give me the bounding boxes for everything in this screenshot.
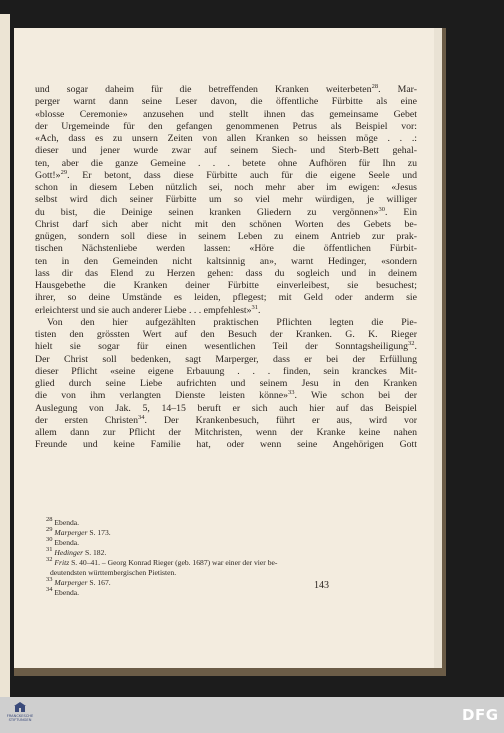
line-text: perger warnt dann seine Leser davon, die öffentliche Fürbitte als eine bbox=[35, 96, 417, 108]
text-line bbox=[35, 317, 417, 329]
line-text: tisten den grössten Wert auf den Besuch der Kranken. G. K. Rieger bbox=[35, 329, 417, 340]
text-line bbox=[35, 366, 417, 378]
institution-logo-icon bbox=[14, 701, 26, 713]
text-line bbox=[35, 194, 417, 206]
footnote-number: 31 bbox=[46, 546, 53, 553]
body-text bbox=[35, 84, 417, 452]
footnote-number: 29 bbox=[46, 526, 53, 533]
footnote-author: Marperger bbox=[54, 578, 88, 587]
text-line bbox=[35, 182, 417, 194]
text-line bbox=[35, 84, 417, 96]
text-line bbox=[35, 354, 417, 366]
line-text: «Ach, dass es zu unsern Zeiten von allen Kranken so heissen möge . . .: bbox=[35, 133, 417, 144]
book-page bbox=[14, 28, 434, 668]
line-text: lass dir das Elend zu Herzen gehen: dass du sogleich und in deinem bbox=[35, 267, 417, 279]
line-text: schon in diesem Leben nützlich sei, noch mehr aber im ewigen: «Jesus bbox=[35, 182, 417, 193]
footnote-text: Ebenda. bbox=[54, 588, 80, 597]
footnote bbox=[46, 528, 416, 538]
text-line bbox=[35, 158, 417, 170]
footnote bbox=[46, 558, 416, 568]
footnote-ref: 34 bbox=[138, 414, 145, 421]
line-text: Auslegung von Jak. 5, 14–15 beruft er sich auch hier auf das Beispiel bbox=[35, 402, 417, 414]
line-text: der ersten Christen bbox=[35, 414, 139, 426]
footnote-text: Ebenda. bbox=[54, 518, 80, 527]
text-line bbox=[35, 145, 417, 157]
page-number: 143 bbox=[314, 580, 329, 591]
footnote bbox=[46, 518, 416, 528]
text-line bbox=[35, 390, 417, 402]
text-line bbox=[35, 121, 417, 133]
footnote-number: 34 bbox=[46, 586, 53, 593]
line-text-rest: . bbox=[414, 341, 417, 353]
line-text-rest: . Mar- bbox=[378, 84, 417, 95]
text-line bbox=[35, 378, 417, 390]
line-text: «blosse Ceremonie» anzusehen und stellt ihnen das gemeinsame Gebet bbox=[35, 108, 417, 120]
line-text: glied durch seine Liebe aufrichten und seinem Jesu in den Kranken bbox=[35, 378, 417, 389]
dfg-logo[interactable]: DFG bbox=[462, 706, 499, 724]
text-line bbox=[35, 109, 417, 121]
franckesche-stiftungen-logo[interactable] bbox=[6, 701, 34, 731]
line-text: Von den hier aufgezählten praktischen Pflichten legten die Pie- bbox=[47, 316, 417, 328]
footnote-text: Ebenda. bbox=[54, 538, 80, 547]
text-line bbox=[35, 268, 417, 280]
logo-text-line-2: STIFTUNGEN bbox=[8, 718, 32, 722]
line-text: Gott!» bbox=[35, 169, 61, 181]
line-text: selbst wird dich seiner Fürbitte um so viel mehr würdigen, je williger bbox=[35, 194, 417, 206]
line-text: der Urgemeinde für den gefangen genommenen Petrus als Beispiel vor: bbox=[35, 120, 417, 132]
line-text-rest: . Ein bbox=[384, 206, 417, 218]
text-line bbox=[35, 219, 417, 231]
line-text: ihrer, so deine Umstände es leiden, pflegest; mit Geld oder anderm sie bbox=[35, 292, 417, 304]
line-text: ten in den Gemeinden nicht kaltsinnig an», warnt Hedinger, «sondern bbox=[35, 255, 417, 267]
footnote-text: S. 173. bbox=[87, 528, 111, 537]
viewer-footer-bar bbox=[0, 697, 504, 733]
line-text-rest: . Er betont, dass diese Fürbitte auch für die eigene Seele und bbox=[67, 169, 417, 181]
footnote-ref: 29 bbox=[60, 169, 68, 176]
text-line bbox=[35, 280, 417, 292]
text-line bbox=[35, 96, 417, 108]
footnote-continuation: deutendsten württembergischen Pietisten. bbox=[50, 568, 177, 577]
text-line bbox=[35, 170, 417, 182]
text-line bbox=[35, 415, 417, 427]
line-text: tischen Nächstenliebe werden lassen: «Höre die öffentlichen Fürbit- bbox=[35, 243, 417, 255]
text-line bbox=[35, 427, 417, 439]
line-text: dieser und jener wurde zwar auf seinem Siech- und Sterb-Bett gehal- bbox=[35, 145, 417, 157]
footnote-number: 30 bbox=[46, 536, 53, 543]
line-text: dieser Pflicht «seine eigene Erbauung . . . finden, sein kranckes Mit- bbox=[35, 365, 417, 377]
text-line bbox=[35, 305, 417, 317]
footnote bbox=[46, 538, 416, 548]
footnote-text: S. 167. bbox=[87, 578, 111, 587]
footnote-ref: 30 bbox=[378, 206, 385, 213]
line-text: hielt sie sogar für einen wesentlichen Teil der Sonntagsheiligung bbox=[35, 341, 409, 353]
footnote-number: 33 bbox=[46, 576, 53, 583]
line-text: Hausgebethe die Kranken deiner Fürbitte einverleibest, sie besuchest; bbox=[35, 280, 417, 291]
line-text: Freunde und keine Familie hat, oder wenn seine Angehörigen Gott bbox=[35, 439, 417, 451]
line-text: du bist, die Deinige seinen kranken Gliedern zu vergönnen» bbox=[35, 206, 379, 218]
text-line bbox=[35, 256, 417, 268]
footnote-number: 28 bbox=[46, 516, 53, 523]
footnote-text: S. 182. bbox=[83, 548, 107, 557]
line-text: allem dann zur Pflicht der Mitchristen, wenn der Kranke keine nahen bbox=[35, 427, 417, 438]
previous-page-edge bbox=[0, 14, 10, 697]
footnote bbox=[46, 578, 416, 588]
footnote-author: Hedinger bbox=[54, 548, 84, 557]
text-line bbox=[35, 243, 417, 255]
line-text: die von ihm verlangten Dienste leisten könne» bbox=[35, 390, 289, 402]
text-line bbox=[35, 403, 417, 415]
line-text: ten, aber die ganze Gemeine . . . betete ohne Aufhören für Ihn zu bbox=[35, 157, 417, 169]
footnote-author: Fritz bbox=[54, 558, 70, 567]
line-text: gnügen, sondern soll diese in seinem Leben zu einem Antrieb zur prak- bbox=[35, 231, 417, 242]
line-text-rest: . bbox=[258, 304, 261, 316]
text-line bbox=[35, 133, 417, 145]
logo-text-line-1: FRANCKESCHE bbox=[6, 714, 34, 718]
footnote-ref: 31 bbox=[251, 304, 259, 311]
line-text-rest: . Wie schon bei der bbox=[294, 390, 417, 402]
footnote-author: Marperger bbox=[54, 528, 88, 537]
line-text: Der Christ soll bedenken, sagt Marperger, dass er bei der Erfüllung bbox=[35, 353, 417, 365]
footnotes bbox=[46, 518, 416, 598]
footnote-ref: 32 bbox=[408, 341, 415, 348]
text-line bbox=[35, 231, 417, 243]
footnote bbox=[46, 548, 416, 558]
line-text-rest: . Der Krankenbesuch, führt er aus, wird vor bbox=[144, 414, 417, 426]
text-line bbox=[35, 439, 417, 451]
text-line bbox=[35, 341, 417, 353]
text-line bbox=[35, 292, 417, 304]
line-text: Christ darf sich aber nicht mit den schönen Worten des Gebets be- bbox=[35, 218, 417, 230]
footnote-text: S. 40–41. – Georg Konrad Rieger (geb. 1687) war einer der vier be- bbox=[69, 558, 278, 567]
footnote-ref: 33 bbox=[288, 390, 295, 397]
text-line bbox=[35, 207, 417, 219]
text-line bbox=[35, 329, 417, 341]
footnote bbox=[46, 588, 416, 598]
footnote-ref: 28 bbox=[371, 84, 379, 90]
line-text: erleichterst und sie auch anderer Liebe . . . empfehlest» bbox=[35, 304, 252, 316]
line-text: und sogar daheim für die betreffenden Kranken weiterbeten bbox=[35, 84, 372, 95]
footnote-number: 32 bbox=[46, 556, 53, 563]
